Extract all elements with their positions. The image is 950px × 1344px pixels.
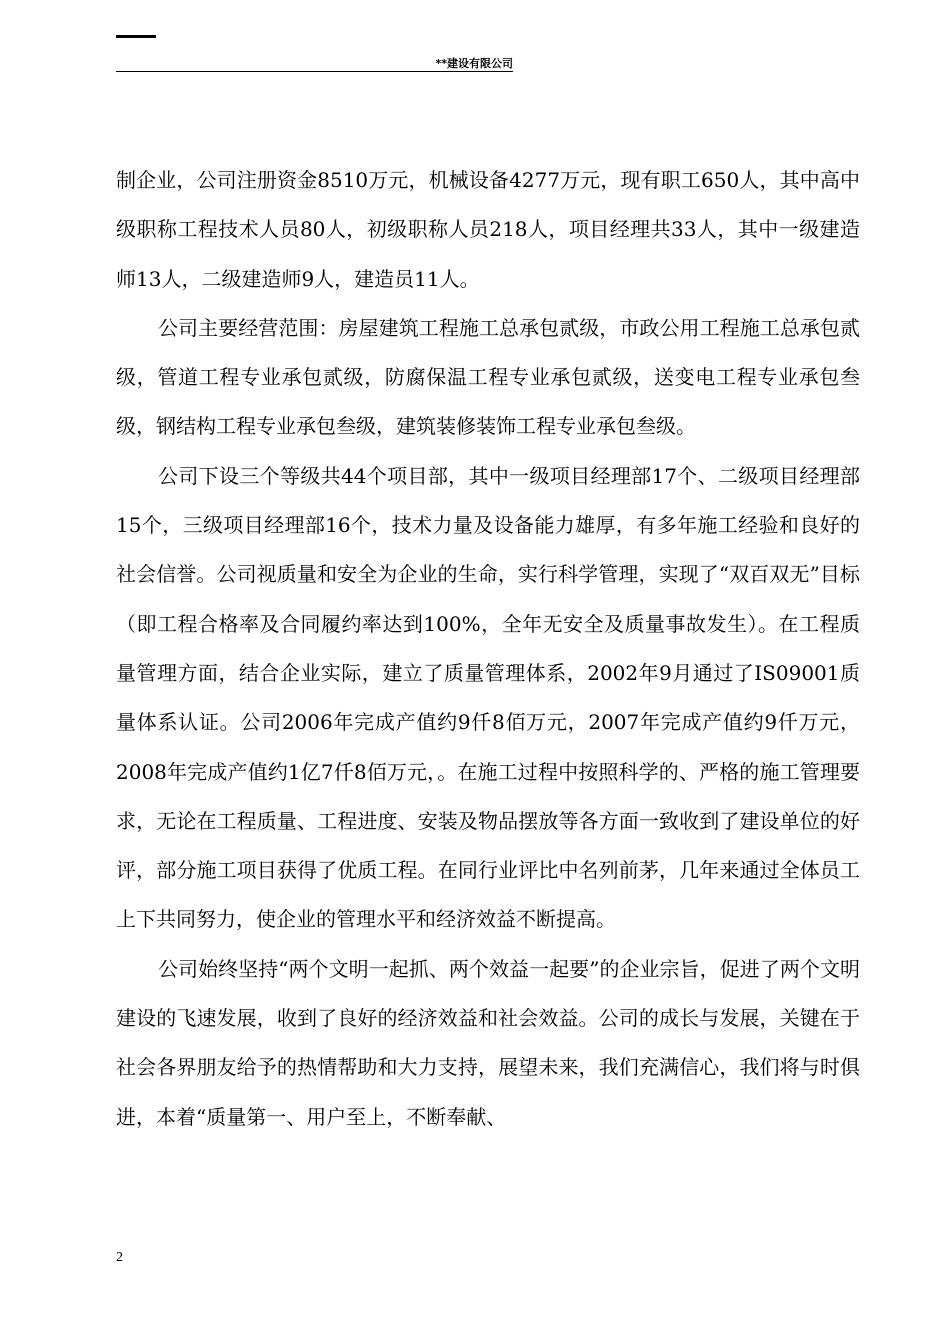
document-body — [116, 156, 860, 1142]
page-number: 2 — [116, 1250, 123, 1265]
header-mark — [116, 35, 156, 38]
header-rule — [116, 71, 513, 72]
paragraph-business-scope: 公司主要经营范围：房屋建筑工程施工总承包贰级，市政公用工程施工总承包贰级，管道工程专业承包贰级，防腐保温工程专业承包贰级，送变电工程专业承包叁级，钢结构工程专业承包叁级，建筑装修装饰工程专业承包叁级。 — [116, 315, 860, 439]
header-company-name: **建设有限公司 — [435, 57, 513, 70]
paragraph-project-departments: 公司下设三个等级共44个项目部，其中一级项目经理部17个、二级项目经理部15个，三级项目经理部16个，技术力量及设备能力雄厚，有多年施工经验和良好的社会信誉。公司视质量和安全为企业的生命，实行科学管理，实现了“双百双无”目标（即工程合格率及合同履约率达到100%，全年无安全及质量事故发生）。在工程质量管理方面，结合企业实际，建立了质量管理体系，2002年9月通过了IS09001质量体系认证。公司2006年完成产值约9仟8佰万元，2007年完成产值约9仟万元，2008年完成产值约1亿7仟8佰万元，。在施工过程中按照科学的、严格的施工管理要求，无论在工程质量、工程进度、安装及物品摆放等各方面一致收到了建设单位的好评，部分施工项目获得了优质工程。在同行业评比中名列前茅，几年来通过全体员工上下共同努力，使企业的管理水平和经济效益不断提高。 — [116, 463, 860, 932]
paragraph-company-tenet: 公司始终坚持“两个文明一起抓、两个效益一起要”的企业宗旨，促进了两个文明建设的飞速发展，收到了良好的经济效益和社会效益。公司的成长与发展，关键在于社会各界朋友给予的热情帮助和大力支持，展望未来，我们充满信心，我们将与时俱进，本着“质量第一、用户至上，不断奉献、 — [116, 956, 860, 1129]
paragraph-continued: 制企业，公司注册资金8510万元，机械设备4277万元，现有职工650人，其中高中级职称工程技术人员80人，初级职称人员218人，项目经理共33人，其中一级建造师13人，二级建造师9人，建造员11人。 — [116, 168, 860, 291]
